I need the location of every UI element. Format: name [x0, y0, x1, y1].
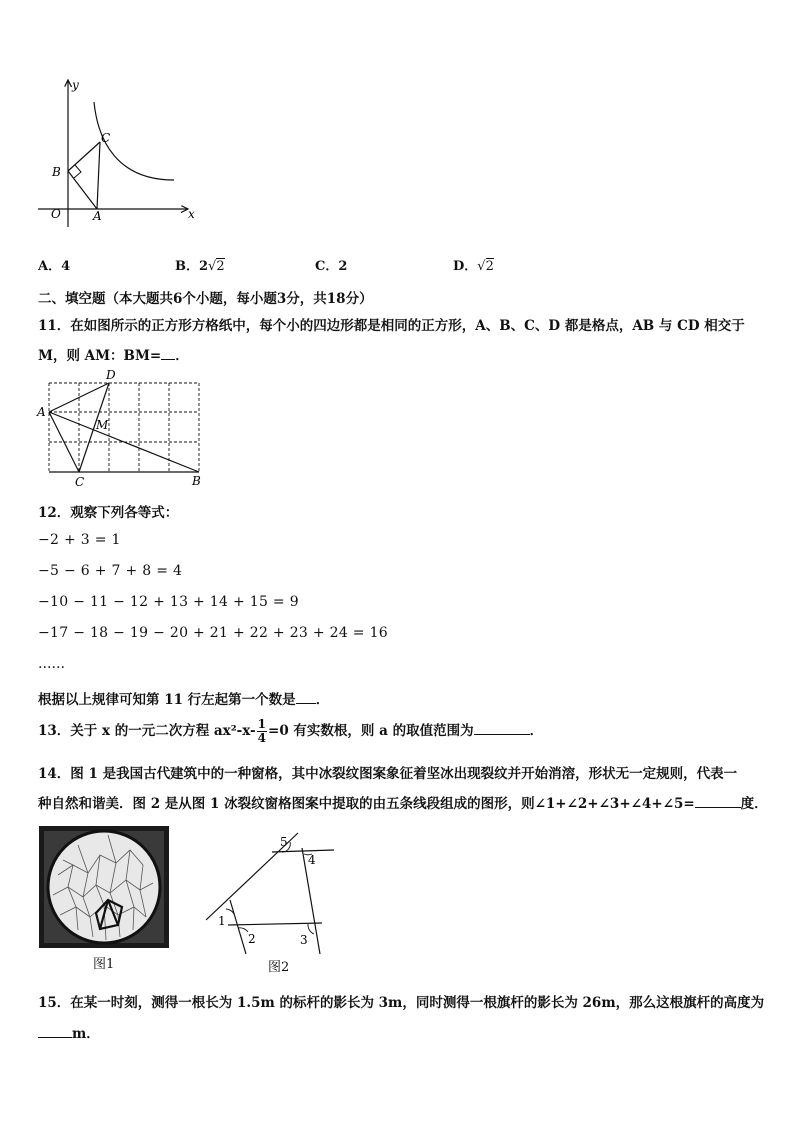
q12-ellipsis: …… [38, 656, 65, 672]
answer-blank [161, 347, 175, 360]
q11-line2: M，则 AM：BM= ． [38, 348, 189, 364]
segment-bc [68, 142, 100, 171]
answer-blank [695, 795, 741, 808]
segment-ac [97, 142, 100, 209]
answer-blank [474, 722, 530, 735]
answer-blank [38, 1025, 72, 1038]
angle-label-1: 1 [218, 914, 226, 928]
caption-figure2: 图2 [268, 960, 290, 975]
label-c: C [101, 131, 111, 145]
label-b: B [52, 165, 61, 179]
segment-ad [49, 383, 109, 412]
label-o: O [51, 207, 61, 221]
answer-blank [296, 691, 316, 704]
caption-figure1: 图1 [93, 957, 115, 972]
q15-line1: 15．在某一时刻，测得一根长为 1.5m 的标杆的影长为 3m，同时测得一根旗杆的影长为 26m，那么这根旗杆的高度为 [38, 995, 765, 1011]
q13-line: 13．关于 x 的一元二次方程 ax²-x- $\frac{1}{4}$ =0 有实数根，则 a 的取值范围为 ． [38, 717, 544, 745]
q11-line1: 11．在如图所示的正方形方格纸中，每个小的四边形都是相同的正方形，A、B、C、D 都是格点，AB 与 CD 相交于 [38, 318, 745, 334]
option-c: C．2 [315, 259, 348, 274]
q11-grid-figure [36, 366, 216, 490]
angle-label-4: 4 [308, 853, 316, 867]
label-a: A [93, 209, 102, 223]
label-c: C [75, 475, 85, 489]
q12-equation-3: −10 − 11 − 12 + 13 + 14 + 15 = 9 [38, 594, 299, 610]
q12-conclusion: 根据以上规律可知第 11 行左起第一个数是 ． [38, 692, 330, 708]
label-y: y [72, 78, 79, 92]
sqrt-symbol: √ [477, 259, 486, 274]
q12-equation-2: −5 − 6 + 7 + 8 = 4 [38, 563, 183, 579]
option-a: A．4 [38, 259, 71, 274]
angle-label-5: 5 [280, 835, 288, 849]
q14-line2: 种自然和谐美．图 2 是从图 1 冰裂纹窗格图案中提取的由五条线段组成的图形，则∠1+∠2+∠3+∠4+∠5= 度． [38, 796, 768, 812]
option-d: D．√2 [453, 259, 494, 274]
label-x: x [188, 207, 195, 221]
q12-equation-4: −17 − 18 − 19 − 20 + 21 + 22 + 23 + 24 = 16 [38, 625, 389, 641]
q12-equation-1: −2 + 3 = 1 [38, 532, 121, 548]
q12-title: 12．观察下列各等式： [38, 505, 179, 521]
angle-label-2: 2 [248, 932, 256, 946]
q14-line1: 14．图 1 是我国古代建筑中的一种窗格，其中冰裂纹图案象征着坚冰出现裂纹并开始消溶，形状无一定规则，代表一 [38, 766, 738, 782]
right-angle-mark [74, 165, 81, 178]
label-b: B [192, 474, 201, 488]
fraction-one-quarter: $\frac{1}{4}$ [257, 717, 267, 745]
option-b: B．2√2 [175, 259, 225, 274]
section-title: 二、填空题（本大题共6个小题，每小题3分，共18分） [38, 291, 373, 307]
label-m: M [96, 418, 109, 432]
label-d: D [106, 368, 116, 382]
q10-figure [38, 72, 208, 232]
sqrt-symbol: √ [208, 259, 217, 274]
label-a: A [37, 405, 46, 419]
segment-left [230, 900, 246, 954]
q15-line2: m． [38, 1022, 100, 1042]
q14-figure2-segments [200, 830, 340, 954]
q14-figure1-window [38, 825, 170, 949]
angle-label-3: 3 [300, 933, 308, 947]
segment-ba [68, 171, 97, 209]
